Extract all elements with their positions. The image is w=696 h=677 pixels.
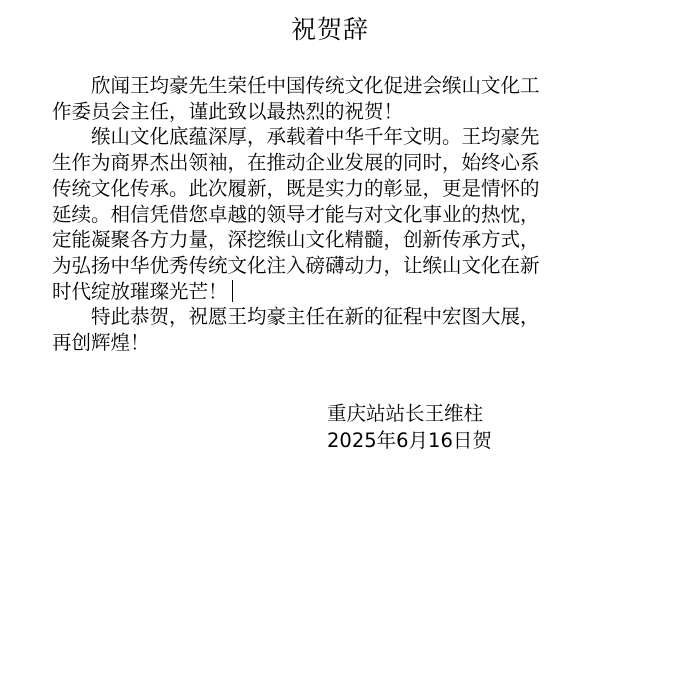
document-body[interactable] <box>52 73 612 356</box>
text-cursor <box>232 280 233 302</box>
paragraph-line: 欣闻王均豪先生荣任中国传统文化促进会缑山文化工 <box>91 74 540 97</box>
paragraph-line: 缑山文化底蕴深厚，承载着中华千年文明。王均豪先 <box>91 125 540 149</box>
paragraph-line: 为弘扬中华优秀传统文化注入磅礴动力，让缑山文化在新 <box>52 253 540 277</box>
signature-author: 重庆站站长王维柱 <box>327 402 484 425</box>
paragraph-line: 传统文化传承。此次履新，既是实力的彰显，更是情怀的 <box>52 176 540 200</box>
document-title: 祝贺辞 <box>290 15 369 44</box>
signature-block <box>327 400 492 454</box>
paragraph-line: 特此恭贺，祝愿王均豪主任在新的征程中宏图大展， <box>91 305 540 329</box>
paragraph-line: 延续。相信凭借您卓越的领导才能与对文化事业的热忱， <box>52 202 540 226</box>
paragraph-line-text: 时代绽放璀璨光芒！ <box>52 279 228 303</box>
paragraph-line-last <box>52 279 612 305</box>
paragraph-line: 生作为商界杰出领袖，在推动企业发展的同时，始终心系 <box>52 151 540 175</box>
paragraph-2 <box>52 124 612 304</box>
signature-date: 2025年6月16日贺 <box>327 429 492 452</box>
paragraph-line: 定能凝聚各方力量，深挖缑山文化精髓，创新传承方式， <box>52 228 540 252</box>
paragraph-line: 再创辉煌！ <box>52 331 150 355</box>
paragraph-1 <box>52 73 612 124</box>
paragraph-3 <box>52 304 612 355</box>
paragraph-line: 作委员会主任，谨此致以最热烈的祝贺！ <box>52 99 404 123</box>
